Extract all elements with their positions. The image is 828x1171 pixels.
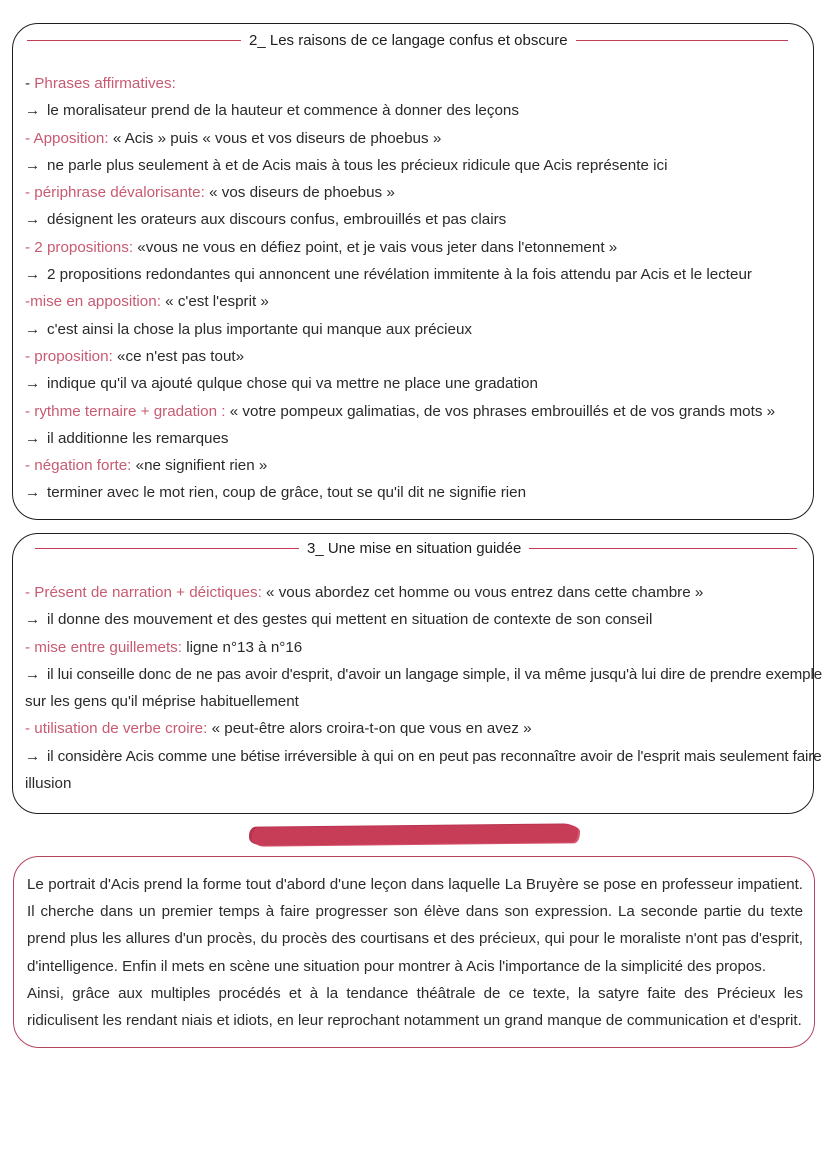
conclusion-paragraph: Le portrait d'Acis prend la forme tout d'abord d'une leçon dans laquelle La Bruyère se pose en professeur impatient. Il cherche dans un premier temps à faire progresser son élève dans son expression. La seconde partie du texte prend plus les allures d'un procès, du procès des courtisans et des précieux, qui pour le moraliste n'ont pas d'esprit, d'intelligence. Enfin il mets en scène une situation pour montrer à Acis l'importance de la simplicité des propos. [27,876,803,975]
explanation-continuation: illusion [25,775,72,793]
arrow-icon: → [25,320,41,338]
quote-text: ligne n°13 à n°16 [186,638,303,656]
explanation-line [25,261,775,288]
quote-text: « votre pompeux galimatias, de vos phrases embrouillés et de vos grands mots » [229,402,776,420]
explanation-text: il considère Acis comme une bétise irréversible à qui on en peut pas reconnaître avoir de l'esprit mais seulement faire [47,747,822,765]
item-label-line: - Présent de narration + déictiques: « vous abordez cet homme ou vous entrez dans cette chambre » [25,584,704,601]
title-rule-right [529,548,797,549]
title-rule-right [576,40,788,41]
explanation-text: le moralisateur prend de la hauteur et commence à donner des leçons [47,102,519,120]
section-2-header [13,32,813,49]
section-3-header [13,540,813,557]
arrow-icon: → [25,375,41,393]
section-3-content [25,579,822,797]
explanation-continuation: sur les gens qu'il méprise habituellement [25,693,299,711]
explanation-text: il lui conseille donc de ne pas avoir d'esprit, d'avoir un langage simple, il va même jusqu'à lui dire de prendre exemple [47,665,823,683]
item-label-line: - périphrase dévalorisante: « vos diseurs de phoebus » [25,184,395,202]
item-label-line: - rythme ternaire + gradation : « votre pompeux galimatias, de vos phrases embrouillés et de vos grands mots » [25,402,776,420]
quote-text: « peut-être alors croira-t-on que vous en avez » [211,720,532,738]
section-2-box [12,23,814,520]
brush-stroke-divider [252,824,578,845]
device-label: Présent de narration + déictiques: [34,584,262,601]
arrow-icon: → [25,484,41,502]
item-label-line: -mise en apposition: « c'est l'esprit » [25,293,269,311]
title-rule-left [35,548,299,549]
quote-text: « vous abordez cet homme ou vous entrez dans cette chambre » [266,584,704,601]
device-label: périphrase dévalorisante: [34,184,205,202]
arrow-icon: → [25,665,41,683]
device-label: négation forte: [34,457,132,475]
device-label: proposition: [34,347,113,365]
item-label-line: - Phrases affirmatives: [25,75,176,92]
quote-text: «ne signifient rien » [135,457,268,475]
arrow-icon: → [25,156,41,174]
explanation-line [25,316,775,343]
explanation-line [25,479,775,506]
explanation-text: indique qu'il va ajouté qulque chose qui va mettre ne place une gradation [47,375,538,393]
quote-text: « Acis » puis « vous et vos diseurs de phoebus » [112,129,442,147]
arrow-icon: → [25,211,41,229]
explanation-line [25,425,775,452]
section-3-title: 3_ Une mise en situation guidée [307,540,522,557]
explanation-text: terminer avec le mot rien, coup de grâce, tout se qu'il dit ne signifie rien [47,484,527,502]
device-label: 2 propositions: [34,238,134,256]
item-label-line: - mise entre guillemets: ligne n°13 à n°16 [25,638,303,656]
section-3-box [12,533,823,814]
device-label: Apposition: [33,129,109,147]
section-2-content [25,70,775,507]
section-2-title: 2_ Les raisons de ce langage confus et obscure [249,32,568,49]
device-label: Phrases affirmatives: [34,75,176,92]
item-label-line: - proposition: «ce n'est pas tout» [25,347,245,365]
conclusion-paragraph: Ainsi, grâce aux multiples procédés et à la tendance théâtrale de ce texte, la satyre faite des Précieux les ridiculisent les rendant niais et idiots, en leur reprochant notamment un grand manque de communication et d'esprit. [27,984,803,1030]
item-label-line: - négation forte: «ne signifient rien » [25,457,268,475]
arrow-icon: → [25,611,41,629]
device-label: mise en apposition: [30,293,161,311]
explanation-line [25,606,822,633]
explanation-line [25,370,775,397]
item-label-line: - Apposition: « Acis » puis « vous et vos diseurs de phoebus » [25,129,442,147]
device-label: mise entre guillemets: [34,638,182,656]
quote-text: «ce n'est pas tout» [117,347,245,365]
explanation-text: désignent les orateurs aux discours confus, embrouillés et pas clairs [47,211,507,229]
arrow-icon: → [25,102,41,120]
title-rule-left [27,40,241,41]
arrow-icon: → [25,266,41,284]
arrow-icon: → [25,429,41,447]
device-label: utilisation de verbe croire: [34,720,208,738]
device-label: rythme ternaire + gradation : [34,402,226,420]
explanation-line [25,152,775,179]
item-label-line: - utilisation de verbe croire: « peut-être alors croira-t-on que vous en avez » [25,720,532,738]
item-label-line: - 2 propositions: «vous ne vous en défiez point, et je vais vous jeter dans l'etonnement » [25,238,618,256]
conclusion-text [27,871,803,1034]
explanation-text: il additionne les remarques [47,429,229,447]
quote-text: «vous ne vous en défiez point, et je vais vous jeter dans l'etonnement » [137,238,618,256]
quote-text: « c'est l'esprit » [165,293,269,311]
explanation-text: ne parle plus seulement à et de Acis mais à tous les précieux ridicule que Acis représente ici [47,156,668,174]
explanation-text: c'est ainsi la chose la plus importante qui manque aux précieux [47,320,473,338]
arrow-icon: → [25,747,41,765]
explanation-line [25,206,775,233]
explanation-text: 2 propositions redondantes qui annoncent une révélation immitente à la fois attendu par Acis et le lecteur [47,266,752,284]
quote-text: « vos diseurs de phoebus » [209,184,395,202]
explanation-line [25,661,822,688]
explanation-line [25,743,822,770]
explanation-line [25,97,775,124]
explanation-text: il donne des mouvement et des gestes qui mettent en situation de contexte de son conseil [47,611,653,629]
